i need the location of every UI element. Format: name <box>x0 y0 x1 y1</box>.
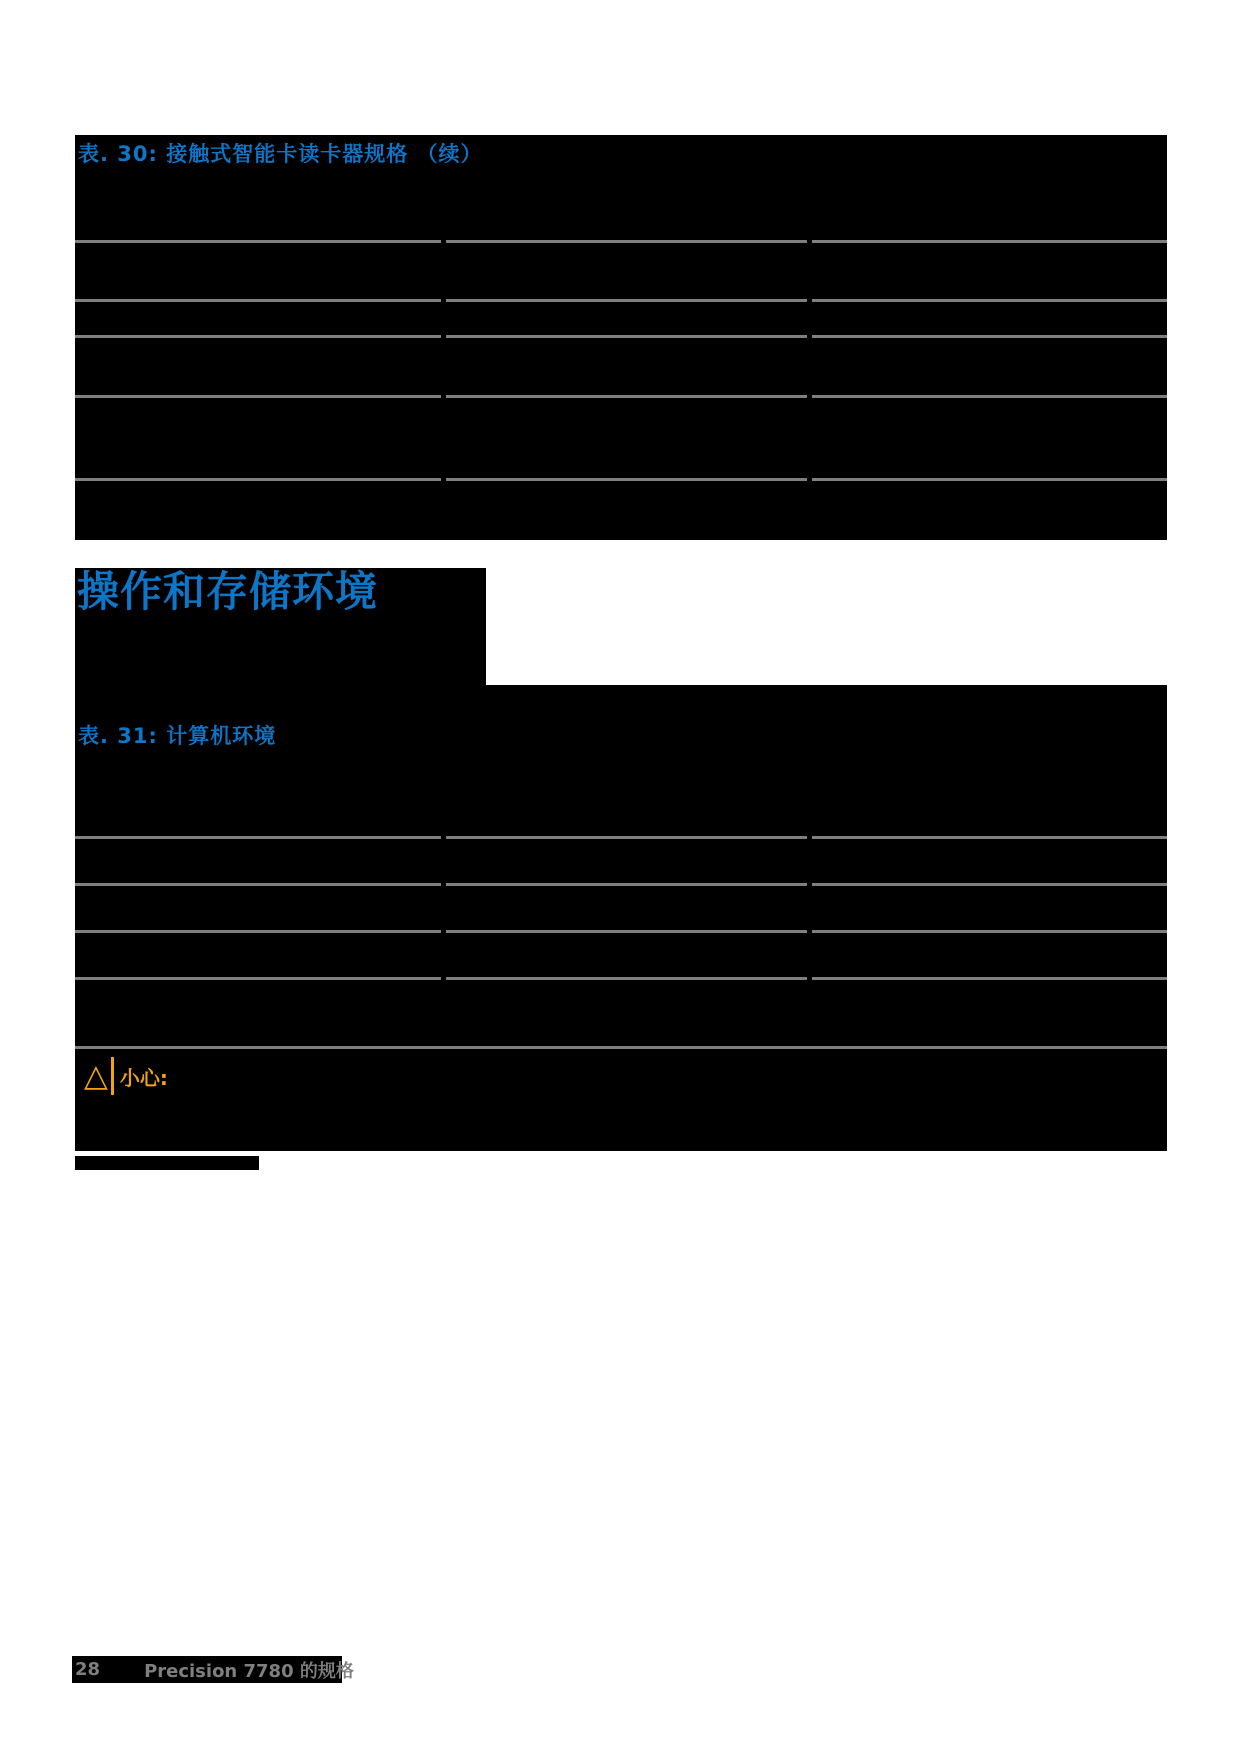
table-31-row-divider <box>75 883 1167 886</box>
page-footer <box>72 1656 354 1683</box>
table-30-row-divider <box>75 299 1167 302</box>
table-30-row-divider <box>75 240 1167 243</box>
footer-page-number: 28 <box>75 1659 101 1680</box>
page-section-heading: 操作和存储环境 <box>77 567 379 616</box>
table-30-row-divider <box>75 395 1167 398</box>
caution-note <box>84 1057 168 1095</box>
table-31-caption: 表. 31: 计算机环境 <box>78 724 277 748</box>
table-30-caption: 表. 30: 接触式智能卡读卡器规格 （续） <box>78 142 483 166</box>
table-30-row-divider <box>75 478 1167 481</box>
table-31-row-divider <box>75 930 1167 933</box>
caution-label: 小心: <box>119 1065 168 1090</box>
caution-divider-bar <box>111 1057 114 1095</box>
table-31-row-divider <box>75 836 1167 839</box>
section-heading-redacted-block <box>75 568 486 685</box>
table-30-redacted-block <box>75 135 1167 540</box>
warning-triangle-icon: △ <box>84 1057 108 1094</box>
table-30-row-divider <box>75 335 1167 338</box>
table-31-row-divider <box>75 977 1167 980</box>
table-31-bottom-border <box>75 1046 1167 1049</box>
footer-document-title: Precision 7780 的规格 <box>144 1660 354 1682</box>
table-31-redacted-block <box>75 685 1167 1151</box>
redacted-text-line <box>75 1156 259 1170</box>
